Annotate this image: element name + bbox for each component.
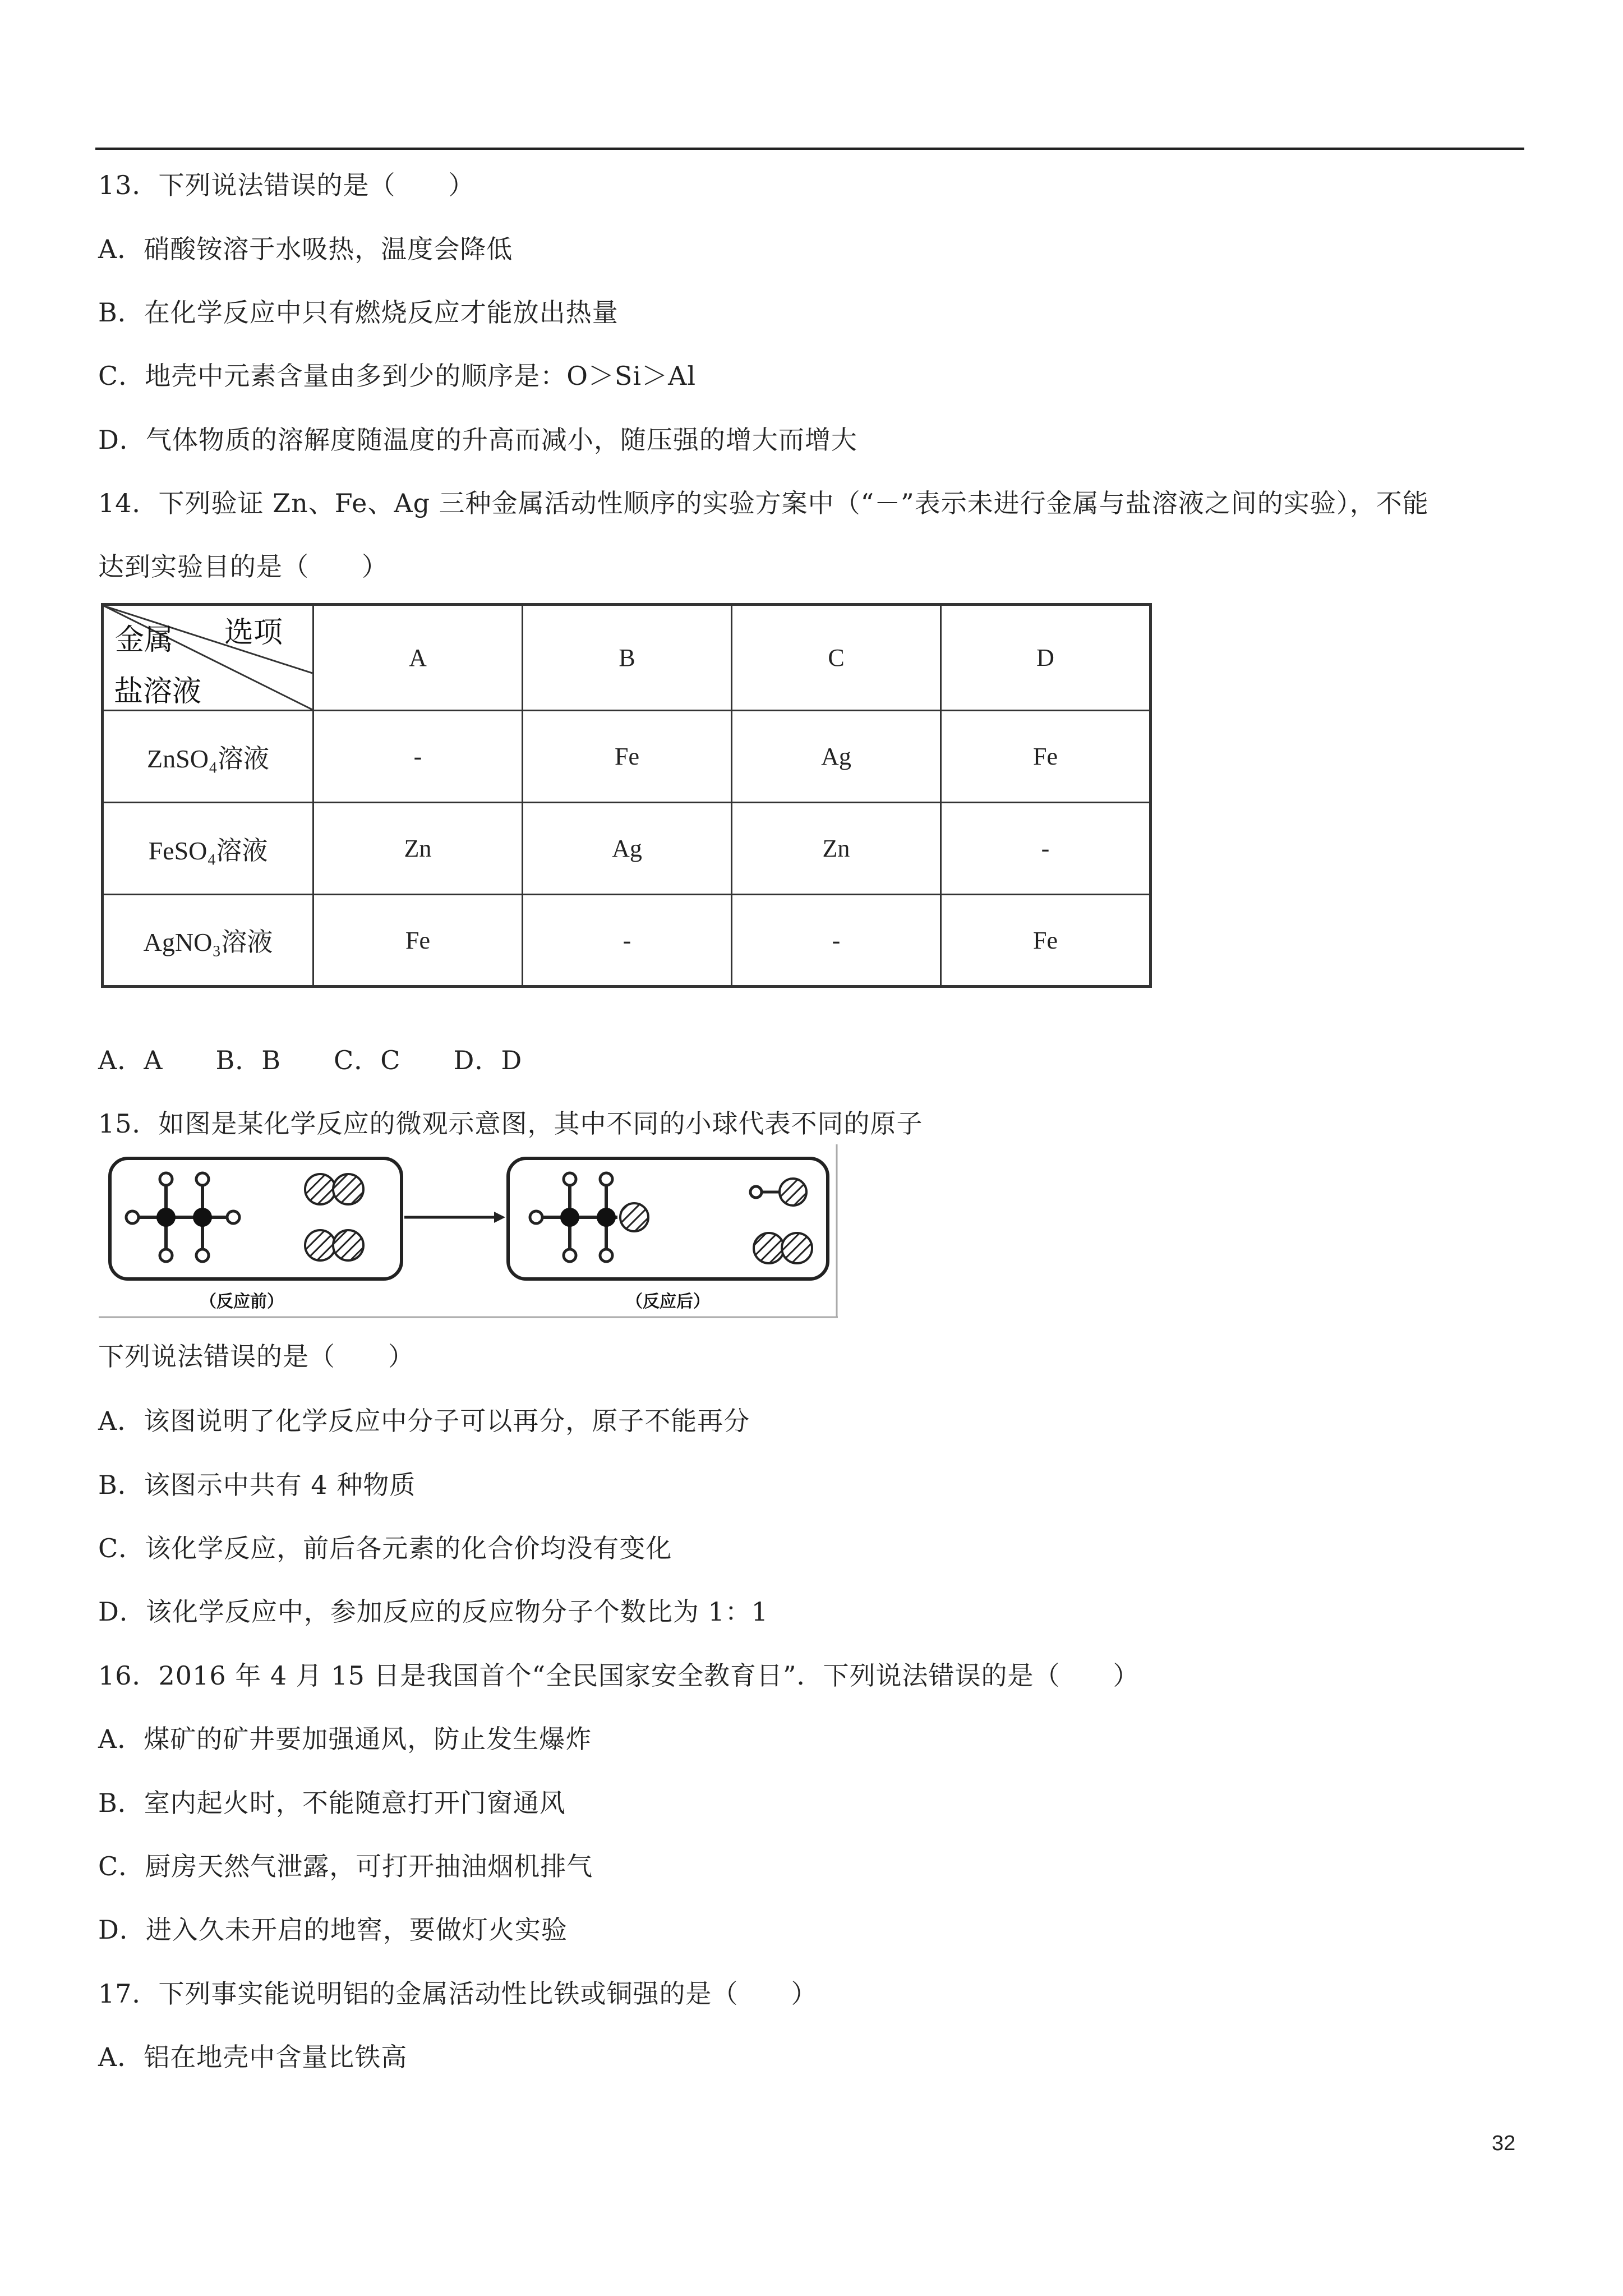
corner-option-label: 选项 [224,616,283,650]
table-row [103,895,1151,987]
header-rule [95,148,1524,150]
table-row [103,803,1151,895]
experiment-table [101,603,1152,988]
reaction-diagram-svg [99,1144,838,1318]
table-cell: Fe [941,895,1151,987]
corner-metal-label: 金属 [115,623,174,657]
q16-option-b: B．室内起火时，不能随意打开门窗通风 [98,1788,566,1818]
row-label-agno3: AgNO₃溶液 [103,895,313,987]
q15-stem: 15．如图是某化学反应的微观示意图，其中不同的小球代表不同的原子 [98,1108,923,1139]
table-corner-cell [103,605,313,711]
q16-option-a: A．煤矿的矿井要加强通风，防止发生爆炸 [98,1724,592,1754]
after-reaction-box [508,1158,828,1312]
column-header-d: D [941,605,1151,711]
after-reaction-label: （反应后） [626,1292,710,1312]
q13-option-d: D．气体物质的溶解度随温度的升高而减小，随压强的增大而增大 [98,425,857,455]
q16-option-c: C．厨房天然气泄露，可打开抽油烟机排气 [98,1851,593,1881]
q15-option-a: A．该图说明了化学反应中分子可以再分，原子不能再分 [98,1406,750,1436]
table-cell: Ag [732,711,941,803]
row-label-znso4: ZnSO₄溶液 [103,711,313,803]
q14-answer-options: A．A B．B C．C D．D [98,1045,523,1075]
q17-option-a: A．铝在地壳中含量比铁高 [98,2042,408,2072]
q13-stem: 13．下列说法错误的是（ ） [98,170,475,200]
q14-stem-line2: 达到实验目的是（ ） [98,551,388,582]
table-cell: - [523,895,732,987]
table-cell: Fe [523,711,732,803]
q13-option-b: B．在化学反应中只有燃烧反应才能放出热量 [98,297,619,328]
table-cell: - [313,711,523,803]
q15-sub-stem: 下列说法错误的是（ ） [98,1341,414,1372]
table-cell: Fe [313,895,523,987]
q16-option-d: D．进入久未开启的地窖，要做灯火实验 [98,1915,568,1945]
column-header-c: C [732,605,941,711]
q14-stem-line1: 14．下列验证 Zn、Fe、Ag 三种金属活动性顺序的实验方案中（“－”表示未进行金属与盐溶液之间的实验），不能 [98,488,1429,518]
column-header-a: A [313,605,523,711]
reaction-diagram [99,1144,838,1318]
table-cell: - [941,803,1151,895]
corner-solution-label: 盐溶液 [114,675,202,708]
column-header-b: B [523,605,732,711]
q15-option-b: B．该图示中共有 4 种物质 [98,1470,416,1500]
row-label-feso4: FeSO₄溶液 [103,803,313,895]
table-cell: - [732,895,941,987]
table-cell: Zn [732,803,941,895]
before-reaction-box [110,1158,402,1312]
q15-option-d: D．该化学反应中，参加反应的反应物分子个数比为 1：1 [98,1596,769,1627]
q16-stem: 16．2016 年 4 月 15 日是我国首个“全民国家安全教育日”．下列说法错误的是（ ） [98,1660,1140,1691]
table-row [103,711,1151,803]
table-cell: Zn [313,803,523,895]
table-cell: Ag [523,803,732,895]
q13-option-a: A．硝酸铵溶于水吸热，温度会降低 [98,234,513,264]
q13-option-c: C．地壳中元素含量由多到少的顺序是：O＞Si＞Al [98,361,697,391]
before-reaction-label: （反应前） [200,1292,284,1312]
reaction-arrow [404,1212,505,1223]
page-number: 32 [1492,2132,1516,2155]
table-cell: Fe [941,711,1151,803]
q17-stem: 17．下列事实能说明铝的金属活动性比铁或铜强的是（ ） [98,1978,818,2009]
q15-option-c: C．该化学反应，前后各元素的化合价均没有变化 [98,1533,672,1563]
